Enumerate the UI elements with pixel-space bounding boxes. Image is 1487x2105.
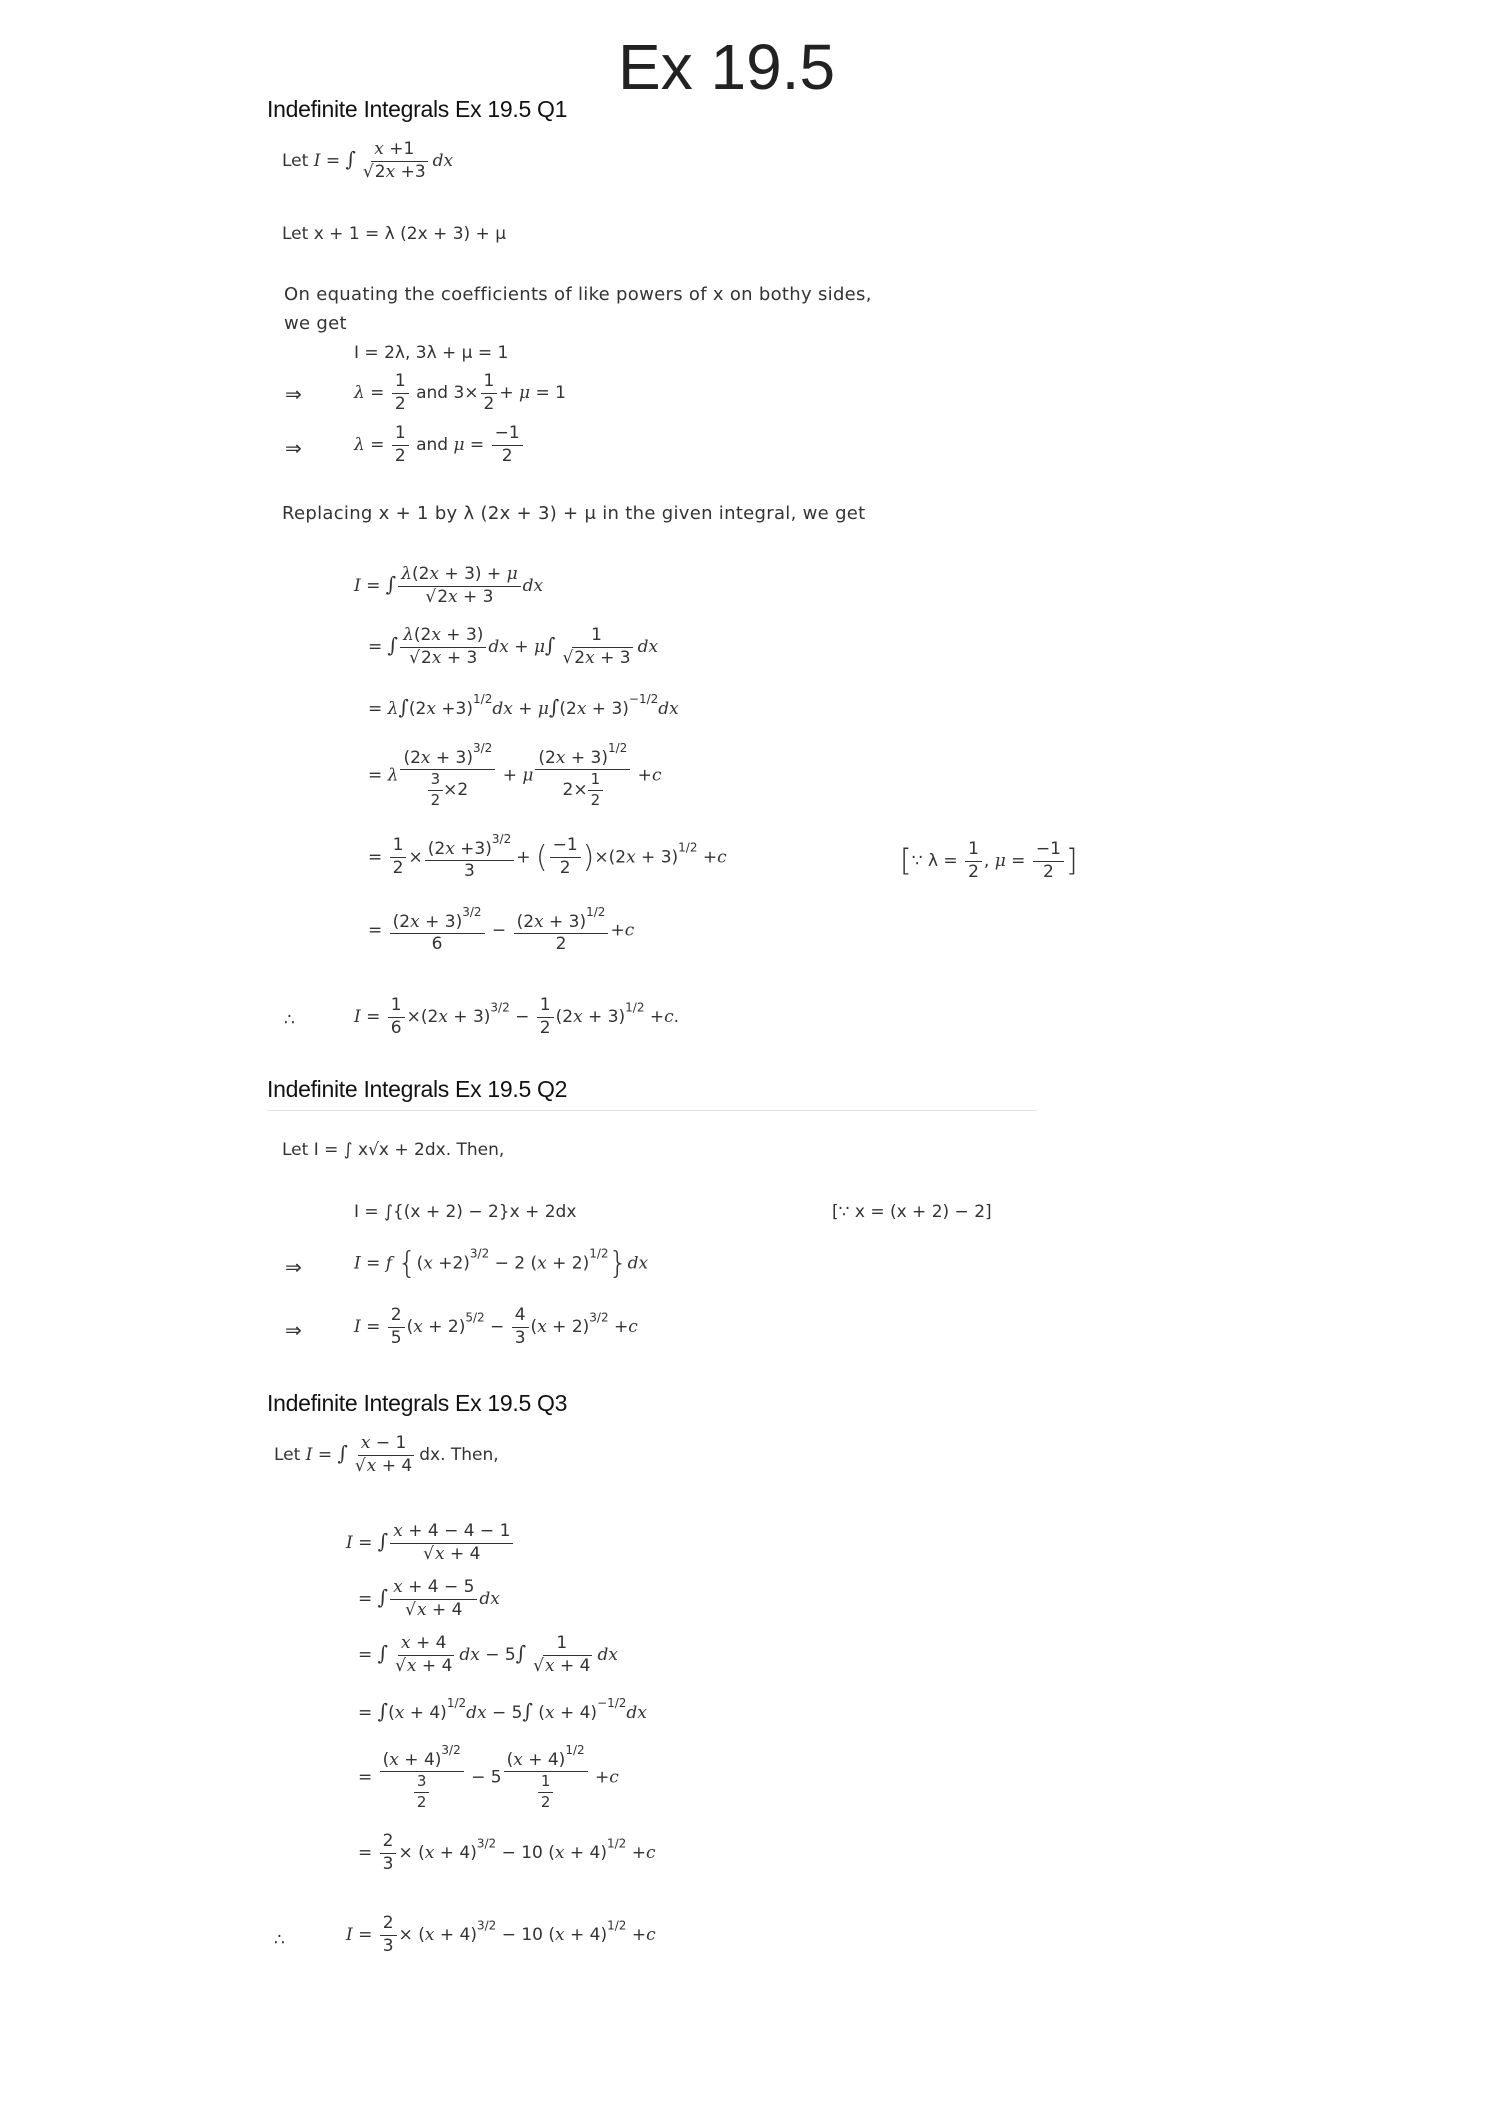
q1-step4: = λ $(2x + 3)^{3/2}$ $\frac{3}{2}$ ×2 + μ $(2x + 3)^{1/2}$ 2× $\frac{1}{2}$ +c (368, 741, 662, 809)
q1-heading: Indefinite Integrals Ex 19.5 Q1 (267, 96, 568, 122)
implies-symbol: ⇒ (285, 1255, 302, 1279)
q3-let-then: dx. Then, (419, 1445, 499, 1466)
q3-step1: I = ∫ x + 4 − 4 − 1 √ x + 4 (346, 1522, 515, 1564)
q3-step6: = $\frac{2}{3}$ × $(x + 4)^{3/2} - 10$ $(x + 4)^{1/2} +c$ (358, 1831, 656, 1874)
q1-let-integral: Let I = ∫ x +1 √ 2x +3 dx (282, 140, 453, 182)
implies-symbol: ⇒ (285, 436, 302, 460)
page-title: Ex 19.5 (618, 31, 836, 103)
q2-step1: I = ∫{(x + 2) − 2}x + 2dx (354, 1202, 577, 1222)
q1-step1: I = ∫ λ(2x + 3) + μ √ 2x + 3 dx (354, 565, 543, 607)
q1-step3: = $\lambda\int(2x +3)^{1/2}dx + \mu\int(2x + 3)^{-1/2}dx$ (368, 692, 679, 719)
q3-step5: = $\frac{(x + 4)^{3/2}}{\frac{3}{2}}$ − 5 $\frac{(x + 4)^{1/2}}{\frac{1}{2}}$ +c (358, 1743, 619, 1811)
q2-because-note: [∵ x = (x + 2) − 2] (832, 1202, 992, 1222)
therefore-symbol: ∴ (274, 1930, 285, 1950)
q1-eq-lambda-half: λ = $\frac{1}{2}$ and 3× $\frac{1}{2}$ + μ = 1 (354, 371, 566, 414)
q1-step6: = $\frac{(2x + 3)^{3/2}}{6}$ − $\frac{(2x + 3)^{1/2}}{2}$ +c (368, 905, 635, 955)
q1-final: I = $\frac{1}{6}$ $\times(2x + 3)^{3/2}$ − $\frac{1}{2}$ $(2x + 3)^{1/2} +c$. (354, 995, 680, 1038)
q1-text-equating: On equating the coefficients of like powers of x on bothy sides, (284, 284, 872, 305)
q1-step2: = ∫ λ(2x + 3) √ 2x + 3 dx + μ∫ 1 √ 2x + 3 dx (368, 626, 658, 668)
q1-step5: = $\frac{1}{2}$ × $\frac{(2x +3)^{3/2}}{3}$ + ( $\frac{-1}{2}$ )$\times(2x + 3)^{1/2} +c$ (368, 832, 727, 882)
q2-heading: Indefinite Integrals Ex 19.5 Q2 (267, 1076, 568, 1102)
q1-because-text: ∵ λ = (911, 851, 958, 872)
q3-step4: = $\int(x + 4)^{1/2}dx - 5\int$ $(x + 4)^{-1/2}dx$ (358, 1696, 647, 1723)
q3-step3: = ∫ x + 4 √ x + 4 dx − 5∫ 1 √ x + 4 dx (358, 1634, 618, 1676)
q3-step2: = ∫ x + 4 − 5 √ x + 4 dx (358, 1578, 500, 1620)
q2-step2: I = f {$(x +2)^{3/2} - 2$ $(x + 2)^{1/2}\}dx$ (354, 1246, 649, 1281)
implies-symbol: ⇒ (285, 382, 302, 406)
q1-eq-coefficients: I = 2λ, 3λ + μ = 1 (354, 343, 509, 363)
q2-let: Let I = ∫ x√x + 2dx. Then, (282, 1140, 505, 1160)
q1-eq-lambda-mu: λ = $\frac{1}{2}$ and μ = $\frac{-1}{2}$ (354, 424, 525, 466)
section-divider (267, 1110, 1037, 1111)
q3-let: Let I = ∫ x − 1 √ x + 4 dx. Then, (274, 1434, 499, 1476)
q3-final: I = $\frac{2}{3}$ × $(x + 4)^{3/2} - 10$ $(x + 4)^{1/2} +c$ (346, 1913, 656, 1956)
q1-let-substitution: Let x + 1 = λ (2x + 3) + μ (282, 224, 507, 244)
therefore-symbol: ∴ (284, 1010, 295, 1030)
q1-let-word: Let (282, 151, 309, 172)
q1-because-note: [∵ λ = $\frac{1}{2}$ , μ = $\frac{-1}{2}$ ] (900, 839, 1078, 882)
implies-symbol: ⇒ (285, 1318, 302, 1342)
q2-step3: I = $\frac{2}{5}$ $(x + 2)^{5/2}$ − $\frac{4}{3}$ $(x + 2)^{3/2} +c$ (354, 1305, 638, 1348)
q1-text-we-get: we get (284, 313, 347, 334)
q3-heading: Indefinite Integrals Ex 19.5 Q3 (267, 1390, 568, 1416)
q1-text-replacing: Replacing x + 1 by λ (2x + 3) + μ in the given integral, we get (282, 503, 866, 524)
